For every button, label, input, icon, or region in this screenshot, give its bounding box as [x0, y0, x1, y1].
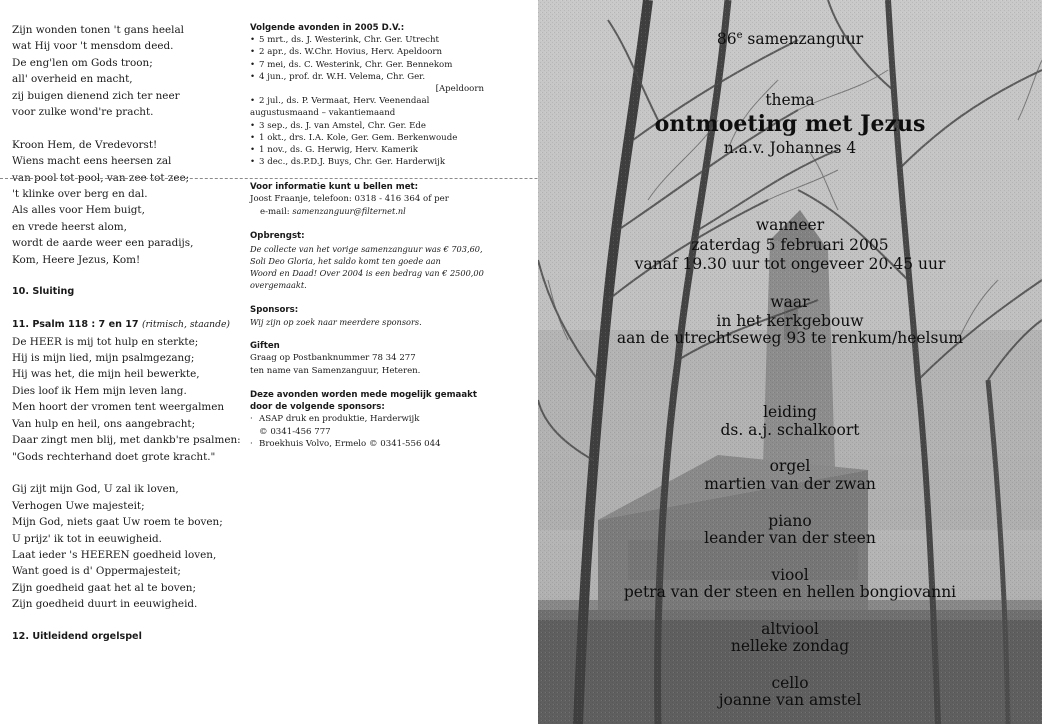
- opbrengst-line: overgemaakt.: [250, 280, 307, 291]
- hymn-line: wordt de aarde weer een paradijs,: [12, 237, 194, 250]
- opbrengst-line: De collecte van het vorige samenzanguur was € 703,60,: [250, 243, 483, 254]
- sponsors-section: [250, 304, 490, 328]
- bellen-phone: Joost Fraanje, telefoon: 0318 - 416 364 of per: [250, 193, 449, 204]
- hymn-line: en vrede heerst alom,: [12, 220, 127, 233]
- avonden-section: [250, 22, 490, 168]
- psalm-line: "Gods rechterhand doet grote kracht.": [12, 450, 216, 463]
- psalm-line: De HEER is mij tot hulp en sterkte;: [12, 335, 199, 348]
- avonden-list-3: [250, 120, 490, 169]
- hymn-line: van pool tot pool, van zee tot zee;: [12, 171, 190, 184]
- info-column: [250, 22, 490, 462]
- psalm-line: Mijn God, niets gaat Uw roem te boven;: [12, 516, 223, 529]
- viool-label: viool: [771, 566, 809, 584]
- avond-item: • 7 mei, ds. C. Westerink, Chr. Ger. Bennekom: [250, 59, 490, 71]
- psalm-title: 11. Psalm 118 : 7 en 17: [12, 319, 139, 331]
- psalm-line: Hij was het, die mijn heil bewerkte,: [12, 368, 200, 381]
- giften-line: Graag op Postbanknummer 78 34 277: [250, 353, 416, 364]
- psalm-subtitle: (ritmisch, staande): [141, 319, 230, 331]
- psalm-line: Laat ieder 's HEEREN goedheid loven,: [12, 548, 217, 561]
- cello-name: joanne van amstel: [718, 691, 862, 709]
- hymn-line: 't klinke over berg en dal.: [12, 188, 148, 201]
- sponsor-phone: © 0341-456 777: [259, 426, 331, 437]
- edition-title: [538, 30, 1042, 48]
- hymn-line: wat Hij voor 't mensdom deed.: [12, 40, 174, 53]
- altviool-label: altviool: [761, 620, 819, 638]
- psalm-stanza-1: [12, 334, 241, 465]
- opbrengst-line: Soli Deo Gloria, het saldo komt ten goede aan: [250, 255, 441, 266]
- avond-item: • 2 jul., ds. P. Vermaat, Herv. Veenendaal: [250, 95, 490, 107]
- psalm-line: Hij is mijn lied, mijn psalmgezang;: [12, 352, 195, 365]
- psalm-line: Want goed is d' Oppermajesteit;: [12, 565, 181, 578]
- edition-number: 86: [716, 30, 737, 49]
- avond-item: • 5 mrt., ds. J. Westerink, Chr. Ger. Utrecht: [250, 34, 490, 46]
- hymn-column: [12, 22, 241, 662]
- psalm-heading: [12, 317, 237, 333]
- hymn-line: Als alles voor Hem buigt,: [12, 204, 145, 217]
- opbrengst-section: [250, 230, 490, 291]
- giften-line: ten name van Samenzanguur, Heteren.: [250, 365, 421, 376]
- date: zaterdag 5 februari 2005: [691, 236, 889, 254]
- leiding-name: ds. a.j. schalkoort: [720, 421, 860, 439]
- thema-subtitle: n.a.v. Johannes 4: [723, 139, 857, 157]
- viool-names: petra van der steen en hellen bongiovanni: [623, 583, 957, 601]
- psalm-line: Men hoort der vromen tent weergalmen: [12, 401, 225, 414]
- mogelijk-section: [250, 389, 490, 450]
- avonden-heading: Volgende avonden in 2005 D.V.:: [250, 23, 405, 33]
- orgel-label: orgel: [769, 457, 811, 475]
- altviool-name: nelleke zondag: [730, 637, 850, 655]
- sponsor-item: · Broekhuis Volvo, Ermelo © 0341-556 044: [250, 438, 490, 450]
- hymn-line: zij buigen dienend zich ter neer: [12, 89, 180, 102]
- leiding-label: leiding: [763, 403, 817, 421]
- psalm-line: Zijn goedheid duurt in eeuwigheid.: [12, 598, 198, 611]
- location-line-1: in het kerkgebouw: [716, 312, 864, 330]
- opbrengst-line: Woord en Daad! Over 2004 is een bedrag van € 2500,00: [250, 268, 484, 279]
- hymn-line: Zijn wonden tonen 't gans heelal: [12, 24, 185, 36]
- wanneer-label: wanneer: [755, 216, 825, 234]
- psalm-line: Gij zijt mijn God, U zal ik loven,: [12, 483, 179, 496]
- cello-label: cello: [771, 674, 809, 692]
- psalm-stanza-2: [12, 481, 237, 612]
- thema-label: thema: [765, 91, 815, 109]
- sluiting-heading: 10. Sluiting: [12, 286, 75, 298]
- sponsors-text: Wij zijn op zoek naar meerdere sponsors.: [250, 316, 422, 327]
- bellen-email-line: [250, 205, 490, 218]
- orgel-name: martien van der zwan: [704, 475, 876, 493]
- hymn-line: Kroon Hem, de Vredevorst!: [12, 138, 158, 151]
- psalm-line: Zijn goedheid gaat het al te boven;: [12, 581, 196, 594]
- giften-heading: Giften: [250, 341, 280, 352]
- thema-title: ontmoeting met Jezus: [654, 111, 926, 137]
- hymn-line: Wiens macht eens heersen zal: [12, 155, 172, 168]
- avond-item: • 1 okt., drs. I.A. Kole, Ger. Gem. Berkenwoude: [250, 132, 490, 144]
- avond-item: • 4 jun., prof. dr. W.H. Velema, Chr. Ger.: [250, 71, 490, 83]
- time: vanaf 19.30 uur tot ongeveer 20.45 uur: [634, 255, 946, 273]
- psalm-line: Verhogen Uwe majesteit;: [12, 499, 145, 512]
- avond-item: • 2 apr., ds. W.Chr. Hovius, Herv. Apeldoorn: [250, 46, 490, 58]
- hymn-stanza-2: [12, 137, 237, 268]
- avond-continuation: [Apeldoorn: [435, 84, 484, 95]
- hymn-stanza-1: [12, 22, 237, 120]
- hymn-line: De eng'len om Gods troon;: [12, 56, 153, 69]
- piano-name: leander van der steen: [704, 529, 876, 547]
- sponsor-list: [250, 413, 490, 450]
- giften-section: [250, 340, 490, 377]
- piano-label: piano: [768, 512, 812, 530]
- avonden-list-2: [250, 95, 490, 107]
- sponsors-heading: Sponsors:: [250, 304, 299, 315]
- psalm-line: Dies loof ik Hem mijn leven lang.: [12, 384, 187, 397]
- mogelijk-heading: Deze avonden worden mede mogelijk gemaakt: [250, 390, 477, 401]
- poster-text: [538, 0, 1042, 724]
- mogelijk-heading: door de volgende sponsors:: [250, 402, 385, 413]
- avond-item: • 3 dec., ds.P.D.J. Buys, Chr. Ger. Harderwijk: [250, 156, 490, 168]
- opbrengst-heading: Opbrengst:: [250, 231, 305, 242]
- hymn-line: voor zulke wond're pracht.: [12, 106, 154, 119]
- edition-superscript: e: [736, 30, 743, 41]
- waar-label: waar: [770, 293, 810, 311]
- vakantie-note: augustusmaand – vakantiemaand: [250, 108, 396, 119]
- edition-label: samenzanguur: [742, 30, 864, 49]
- hymn-line: Kom, Heere Jezus, Kom!: [12, 253, 141, 266]
- avonden-list: [250, 34, 490, 83]
- bellen-email[interactable]: samenzanguur@filternet.nl: [292, 206, 406, 217]
- bellen-section: [250, 181, 490, 219]
- psalm-line: U prijz' ik tot in eeuwigheid.: [12, 532, 162, 545]
- orgelspel-heading: 12. Uitleidend orgelspel: [12, 630, 142, 642]
- bellen-email-prefix: e-mail:: [260, 207, 293, 218]
- bellen-heading: Voor informatie kunt u bellen met:: [250, 181, 419, 192]
- sponsor-item: · ASAP druk en produktie, Harderwijk: [250, 413, 490, 425]
- avond-item: • 3 sep., ds. J. van Amstel, Chr. Ger. Ede: [250, 120, 490, 132]
- hymn-line: all' overheid en macht,: [12, 73, 133, 86]
- avond-item: • 1 nov., ds. G. Herwig, Herv. Kamerik: [250, 144, 490, 156]
- psalm-line: Daar zingt men blij, met dankb're psalmen:: [12, 434, 241, 447]
- psalm-line: Van hulp en heil, ons aangebracht;: [12, 417, 196, 430]
- location-line-2: aan de utrechtseweg 93 te renkum/heelsum: [616, 329, 964, 347]
